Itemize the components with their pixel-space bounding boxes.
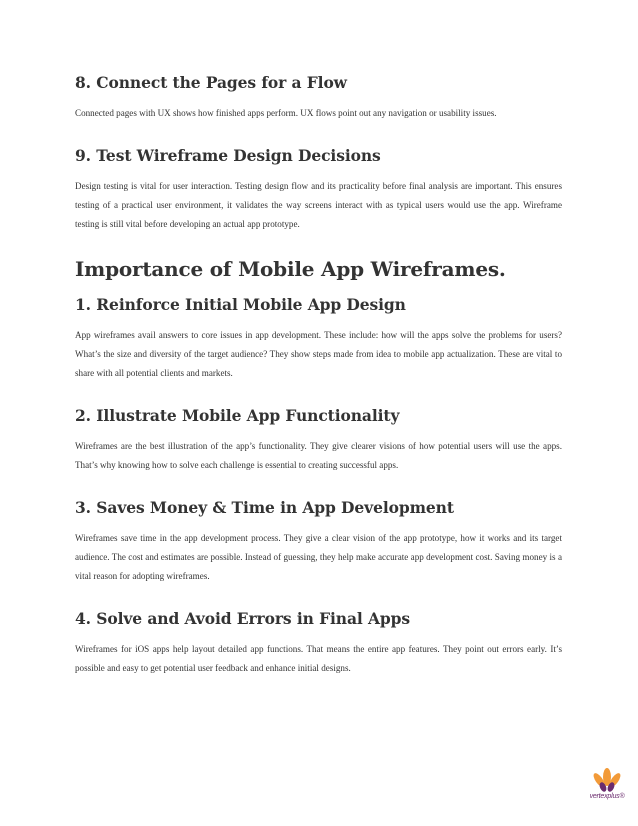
section-connect-pages xyxy=(75,72,562,123)
section-reinforce-design xyxy=(75,294,562,383)
main-heading: Importance of Mobile App Wireframes. xyxy=(75,257,506,281)
page-content xyxy=(75,72,562,700)
section-body: Wireframes save time in the app development process. They give a clear vision of the app prototype, how it works and its target audience. The cost and estimates are possible. Instead of guessing, they help make accurate app development cost. Saving money is a vital reason for adopting wireframes. xyxy=(75,533,562,581)
section-body: Connected pages with UX shows how finished apps perform. UX flows point out any navigation or usability issues. xyxy=(75,108,497,118)
section-body: Design testing is vital for user interaction. Testing design flow and its practicality before final analysis are important. This ensures testing of a practical user environment, it validates the way screens interact with as typical users would use the app. Wireframe testing is still vital before developing an actual app prototype. xyxy=(75,181,562,229)
section-body: Wireframes are the best illustration of the app’s functionality. They give clearer visions of how potential users will use the apps. That’s why knowing how to solve each challenge is essential to creating successful apps. xyxy=(75,441,562,470)
section-solve-errors xyxy=(75,608,562,678)
section-heading: 3. Saves Money & Time in App Development xyxy=(75,498,454,517)
vertexplus-logo xyxy=(584,765,630,811)
vertexplus-wordmark: vertexplus® xyxy=(589,793,625,800)
section-body: Wireframes for iOS apps help layout detailed app functions. That means the entire app features. They point out errors early. It’s possible and easy to get potential user feedback and enhance initial designs. xyxy=(75,644,562,673)
section-saves-money xyxy=(75,497,562,586)
section-body: App wireframes avail answers to core issues in app development. These include: how will the apps solve the problems for users? What’s the size and diversity of the target audience? They show steps made from idea to mobile app actualization. These are vital to share with all potential clients and markets. xyxy=(75,330,562,378)
section-heading: 1. Reinforce Initial Mobile App Design xyxy=(75,295,406,314)
section-test-wireframe xyxy=(75,145,562,234)
section-illustrate-functionality xyxy=(75,405,562,475)
section-heading: 4. Solve and Avoid Errors in Final Apps xyxy=(75,609,411,628)
section-heading: 8. Connect the Pages for a Flow xyxy=(75,73,347,92)
section-heading: 9. Test Wireframe Design Decisions xyxy=(75,146,381,165)
vertexplus-flower-icon xyxy=(584,765,630,795)
section-heading: 2. Illustrate Mobile App Functionality xyxy=(75,406,400,425)
